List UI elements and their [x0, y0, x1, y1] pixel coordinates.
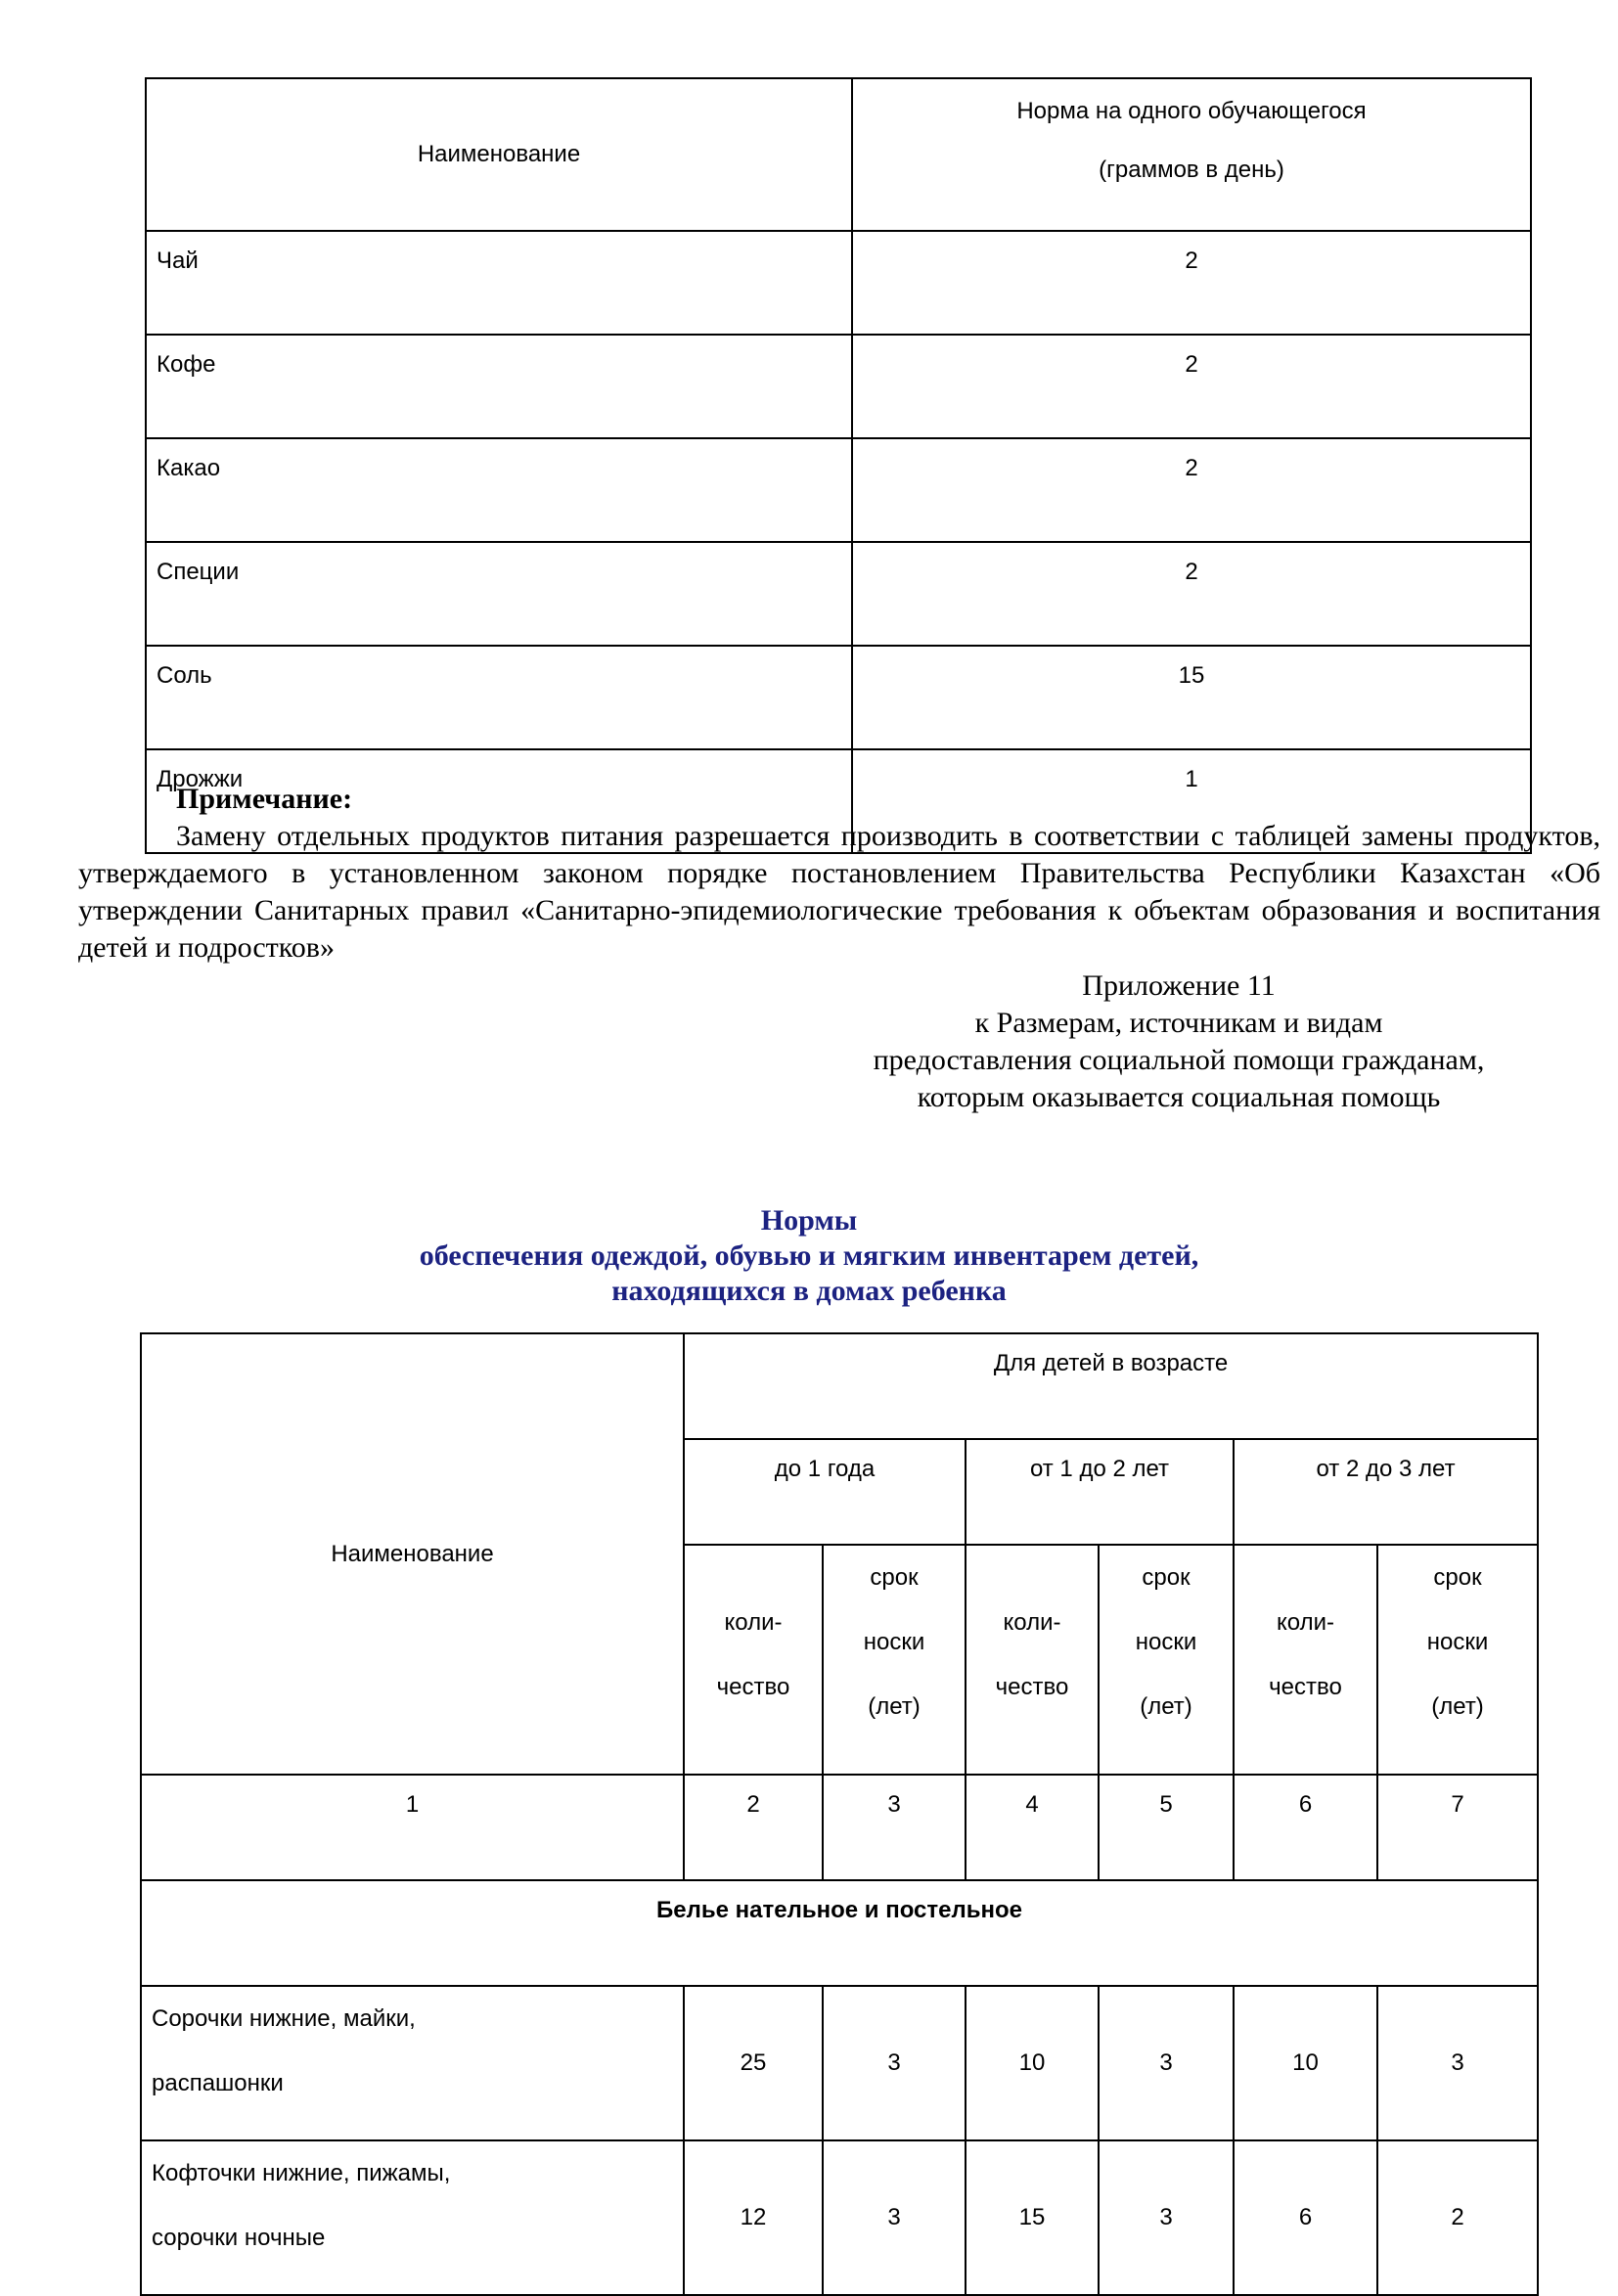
- header-row: [141, 1333, 1538, 1439]
- column-header-age: Для детей в возрасте: [684, 1333, 1538, 1439]
- wear-term-header-line: носки: [1426, 1629, 1489, 1655]
- column-header-norm: [852, 78, 1531, 231]
- document-title: [0, 1203, 1618, 1309]
- table-row: [146, 438, 1531, 542]
- item-name-line: сорочки ночные: [152, 2225, 326, 2251]
- wear-term-cell: 3: [1099, 2140, 1234, 2295]
- column-number-row: [141, 1775, 1538, 1880]
- appendix-line: которым оказывается социальная помощь: [917, 1081, 1441, 1113]
- item-name: [141, 2140, 684, 2295]
- wear-term-header-line: (лет): [1140, 1693, 1192, 1720]
- table-row: [146, 542, 1531, 646]
- quantity-header: [684, 1545, 823, 1775]
- quantity-header-line: коли-: [1003, 1608, 1061, 1636]
- product-name: Специи: [146, 542, 852, 646]
- item-name: [141, 1986, 684, 2140]
- column-number: 7: [1377, 1775, 1538, 1880]
- product-name: Чай: [146, 231, 852, 335]
- quantity-cell: 6: [1234, 2140, 1377, 2295]
- wear-term-header: [823, 1545, 966, 1775]
- wear-term-cell: 2: [1377, 2140, 1538, 2295]
- quantity-header-line: коли-: [1277, 1608, 1334, 1636]
- wear-term-header-line: (лет): [868, 1693, 921, 1720]
- table-header-row: [146, 78, 1531, 231]
- column-header-name: Наименование: [141, 1333, 684, 1775]
- appendix-line: предоставления социальной помощи гражданам,: [873, 1044, 1485, 1076]
- column-number: 2: [684, 1775, 823, 1880]
- wear-term-header-line: срок: [870, 1564, 919, 1591]
- product-name: Дрожжи: [146, 749, 852, 853]
- note-text: Замену отдельных продуктов питания разрешается производить в соответствии с таблицей замены продуктов, утверждаемого в установленном законом порядке постановлением Правительства Республики Казахстан «Об утверждении Санитарных правил «Санитарно-эпидемиологические требования к объектам образования и воспитания детей и подростков»: [78, 820, 1600, 964]
- food-norms-table: [145, 77, 1532, 854]
- table-row: [146, 231, 1531, 335]
- title-line: обеспечения одеждой, обувью и мягким инвентарем детей,: [419, 1239, 1199, 1272]
- age-group-header: от 2 до 3 лет: [1234, 1439, 1538, 1545]
- section-title: Белье нательное и постельное: [141, 1880, 1538, 1986]
- column-number: 4: [966, 1775, 1099, 1880]
- appendix-header: [783, 968, 1575, 1116]
- product-norm: 2: [852, 231, 1531, 335]
- product-name: Какао: [146, 438, 852, 542]
- quantity-cell: 10: [966, 1986, 1099, 2140]
- norm-header-line2: (граммов в день): [1099, 157, 1284, 183]
- product-norm: 2: [852, 542, 1531, 646]
- quantity-cell: 25: [684, 1986, 823, 2140]
- quantity-cell: 12: [684, 2140, 823, 2295]
- column-number: 1: [141, 1775, 684, 1880]
- item-name-line: распашонки: [152, 2070, 284, 2096]
- column-number: 3: [823, 1775, 966, 1880]
- product-norm: 1: [852, 749, 1531, 853]
- product-name: Кофе: [146, 335, 852, 438]
- quantity-cell: 10: [1234, 1986, 1377, 2140]
- age-group-header: от 1 до 2 лет: [966, 1439, 1234, 1545]
- wear-term-header: [1099, 1545, 1234, 1775]
- quantity-header-line: чество: [1269, 1673, 1342, 1700]
- wear-term-header-line: носки: [863, 1629, 925, 1655]
- table-row: [141, 2140, 1538, 2295]
- quantity-header: [1234, 1545, 1377, 1775]
- product-norm: 15: [852, 646, 1531, 749]
- product-name: Соль: [146, 646, 852, 749]
- quantity-cell: 15: [966, 2140, 1099, 2295]
- age-group-header: до 1 года: [684, 1439, 966, 1545]
- item-name-line: Кофточки нижние, пижамы,: [152, 2160, 451, 2186]
- title-line: Нормы: [760, 1204, 858, 1237]
- norm-header-line1: Норма на одного обучающегося: [1016, 98, 1367, 124]
- quantity-header: [966, 1545, 1099, 1775]
- wear-term-header-line: (лет): [1431, 1693, 1484, 1720]
- clothing-norms-table: [140, 1332, 1539, 2296]
- note-block: [78, 781, 1600, 967]
- wear-term-header: [1377, 1545, 1538, 1775]
- quantity-header-line: чество: [995, 1673, 1069, 1700]
- appendix-line: к Размерам, источникам и видам: [974, 1007, 1383, 1039]
- quantity-header-line: коли-: [724, 1608, 783, 1636]
- wear-term-cell: 3: [1099, 1986, 1234, 2140]
- wear-term-cell: 3: [823, 2140, 966, 2295]
- product-norm: 2: [852, 335, 1531, 438]
- wear-term-header-line: носки: [1135, 1629, 1197, 1655]
- column-number: 5: [1099, 1775, 1234, 1880]
- product-norm: 2: [852, 438, 1531, 542]
- wear-term-cell: 3: [1377, 1986, 1538, 2140]
- title-line: находящихся в домах ребенка: [611, 1275, 1007, 1307]
- wear-term-header-line: срок: [1433, 1564, 1482, 1591]
- note-title: Примечание:: [176, 783, 353, 815]
- section-row: [141, 1880, 1538, 1986]
- appendix-line: Приложение 11: [1082, 969, 1276, 1002]
- quantity-header-line: чество: [716, 1673, 790, 1700]
- column-number: 6: [1234, 1775, 1377, 1880]
- wear-term-cell: 3: [823, 1986, 966, 2140]
- item-name-line: Сорочки нижние, майки,: [152, 2005, 416, 2032]
- column-header-name: Наименование: [146, 78, 852, 231]
- table-row: [146, 335, 1531, 438]
- wear-term-header-line: срок: [1142, 1564, 1191, 1591]
- table-row: [141, 1986, 1538, 2140]
- table-row: [146, 646, 1531, 749]
